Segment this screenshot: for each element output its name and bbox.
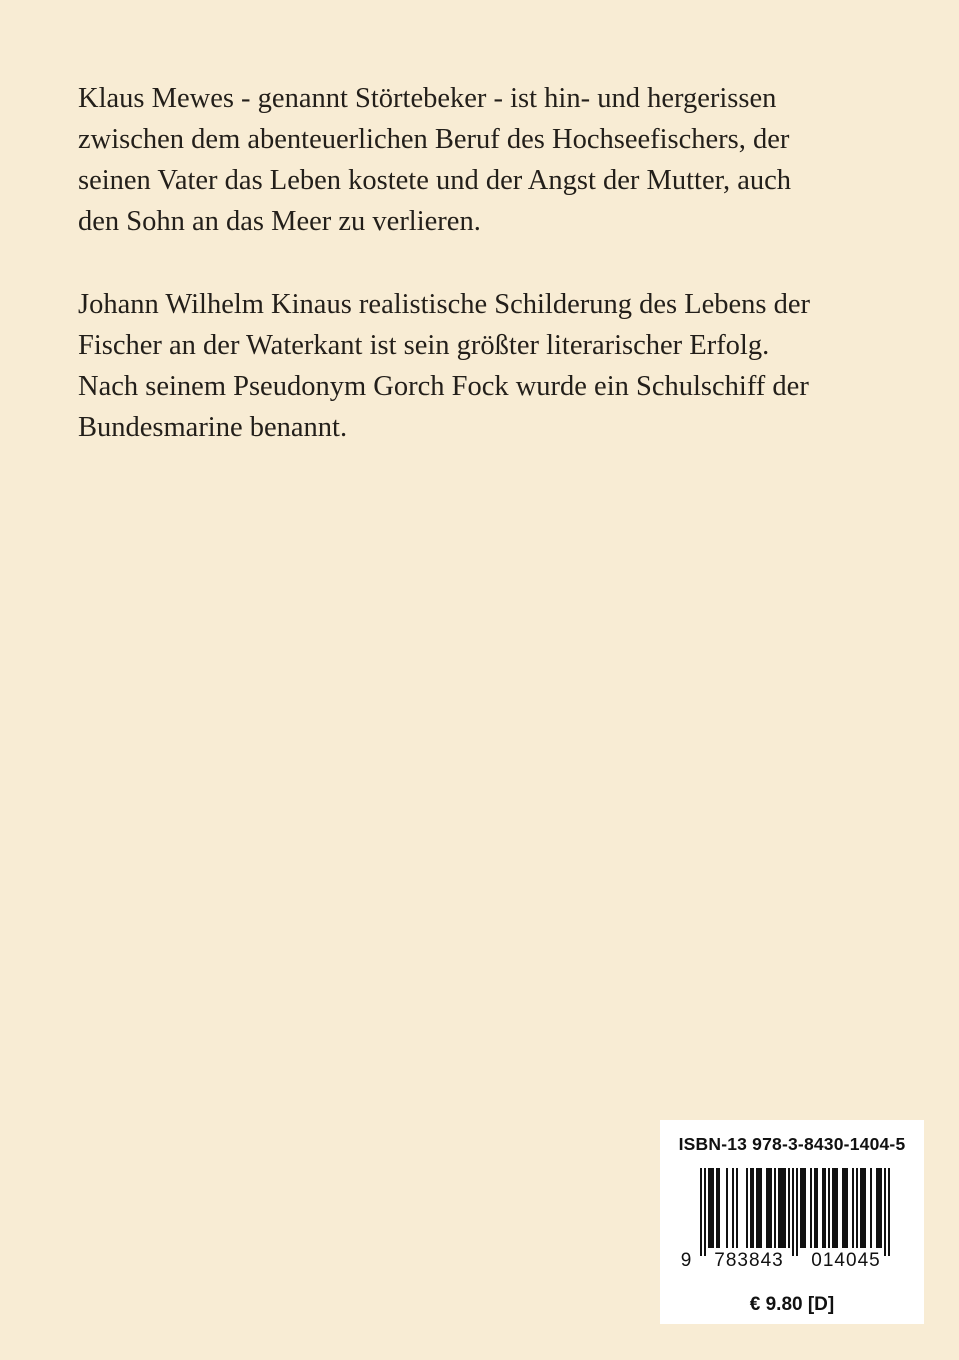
barcode-bar: [752, 1168, 754, 1248]
barcode-bar: [718, 1168, 720, 1248]
barcode-bar: [800, 1168, 802, 1248]
barcode-bar: [760, 1168, 762, 1248]
barcode-bar: [810, 1168, 812, 1248]
barcode-bar: [792, 1168, 794, 1256]
barcode-bar: [876, 1168, 878, 1248]
barcode-bar: [888, 1168, 890, 1256]
barcode-bar: [822, 1168, 824, 1248]
barcode-bar: [726, 1168, 728, 1248]
barcode-bar: [746, 1168, 748, 1248]
barcode-bar: [852, 1168, 854, 1248]
barcode-bar: [782, 1168, 784, 1248]
barcode-bar: [860, 1168, 862, 1248]
blurb-paragraph-2: [78, 284, 898, 448]
barcode-bar: [880, 1168, 882, 1248]
barcode-bar: [766, 1168, 768, 1248]
barcode-bar: [844, 1168, 846, 1248]
barcode-bar: [884, 1168, 886, 1256]
barcode-bar: [774, 1168, 776, 1248]
barcode-bar: [778, 1168, 780, 1248]
barcode-bar: [804, 1168, 806, 1248]
barcode-bar: [780, 1168, 782, 1248]
blurb-line: Klaus Mewes - genannt Störtebeker - ist hin- und hergerissen: [78, 83, 777, 114]
barcode-digits-right: 014045: [811, 1250, 881, 1271]
barcode-bar: [704, 1168, 706, 1256]
barcode-bar: [834, 1168, 836, 1248]
blurb-line: zwischen dem abenteuerlichen Beruf des Hochseefischers, der: [78, 124, 790, 155]
blurb-paragraph-1: [78, 78, 898, 242]
barcode-bar: [716, 1168, 718, 1248]
blurb-line: Johann Wilhelm Kinaus realistische Schilderung des Lebens der: [78, 289, 811, 320]
barcode-bars: [700, 1168, 890, 1256]
barcode-bar: [796, 1168, 798, 1256]
barcode-bar: [816, 1168, 818, 1248]
isbn-label: ISBN-13 978-3-8430-1404-5: [678, 1134, 906, 1154]
isbn-barcode-box: [660, 1120, 924, 1324]
barcode-bar: [732, 1168, 734, 1248]
barcode-bar: [756, 1168, 758, 1248]
blurb-line: seinen Vater das Leben kostete und der Angst der Mutter, auch: [78, 165, 792, 196]
barcode-bar: [864, 1168, 866, 1248]
barcode-digits-left: 783843: [714, 1250, 784, 1271]
barcode-bar: [862, 1168, 864, 1248]
blurb-line: Bundesmarine benannt.: [78, 412, 348, 443]
barcode-bar: [736, 1168, 738, 1248]
back-cover-blurb: [78, 78, 898, 490]
barcode-bar: [842, 1168, 844, 1248]
barcode-bar: [836, 1168, 838, 1248]
barcode-bar: [856, 1168, 858, 1248]
barcode-bar: [828, 1168, 830, 1248]
barcode-bar: [788, 1168, 790, 1248]
barcode-bar: [814, 1168, 816, 1248]
blurb-line: Fischer an der Waterkant ist sein größter literarischer Erfolg.: [78, 330, 770, 361]
barcode-bar: [846, 1168, 848, 1248]
barcode-bar: [700, 1168, 702, 1256]
barcode-bar: [768, 1168, 770, 1248]
barcode-bar: [784, 1168, 786, 1248]
barcode-bar: [710, 1168, 712, 1248]
barcode-bar: [750, 1168, 752, 1248]
barcode-bar: [878, 1168, 880, 1248]
barcode-bar: [770, 1168, 772, 1248]
barcode-bar: [758, 1168, 760, 1248]
barcode-bar: [712, 1168, 714, 1248]
barcode-digit-first: 9: [680, 1250, 692, 1271]
price-label: € 9.80 [D]: [749, 1294, 835, 1315]
blurb-line: Nach seinem Pseudonym Gorch Fock wurde ein Schulschiff der: [78, 371, 809, 402]
barcode-bar: [708, 1168, 710, 1248]
barcode-bar: [832, 1168, 834, 1248]
barcode-bar: [802, 1168, 804, 1248]
blurb-line: den Sohn an das Meer zu verlieren.: [78, 206, 481, 237]
barcode-bar: [870, 1168, 872, 1248]
barcode-bar: [824, 1168, 826, 1248]
